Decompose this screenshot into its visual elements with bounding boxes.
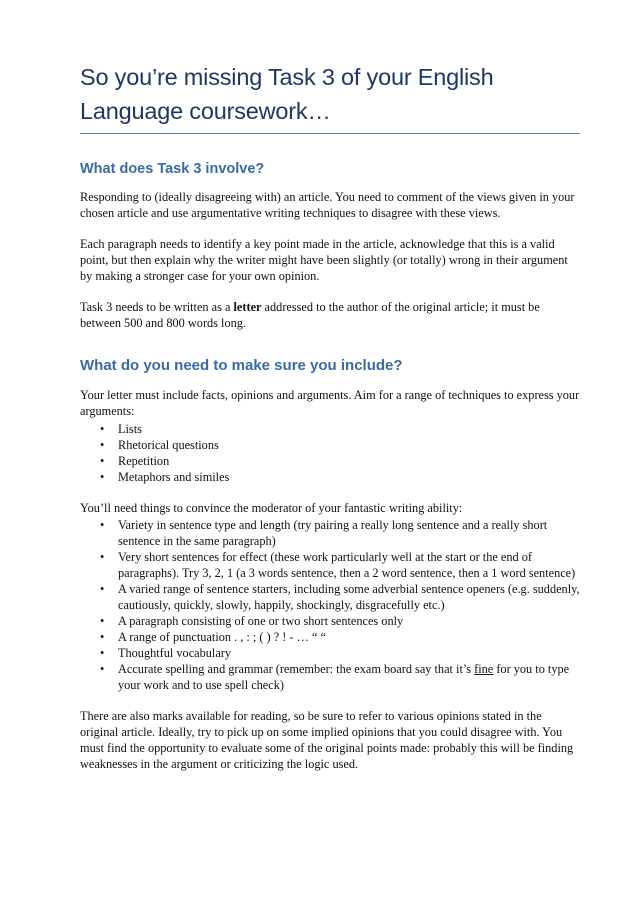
text-span: Accurate spelling and grammar (remember: the exam board say that it’s <box>118 662 475 676</box>
page-title: So you’re missing Task 3 of your English Language coursework… <box>80 64 494 124</box>
paragraph-task-overview: Responding to (ideally disagreeing with) an article. You need to comment of the views given in your chosen article and use argumentative writing techniques to disagree with these views. <box>80 190 575 220</box>
list-item: • Lists <box>118 421 580 437</box>
paragraph-letter-requirement <box>80 299 580 331</box>
list-item: • A varied range of sentence starters, including some adverbial sentence openers (e.g. suddenly, cautiously, quickly, slowly, happily, shockingly, disgracefully etc.) <box>118 581 580 613</box>
list-item: • Variety in sentence type and length (try pairing a really long sentence and a really short sentence in the same paragraph) <box>118 517 580 549</box>
list-item: • A range of punctuation . , : ; ( ) ? ! - … “ “ <box>118 629 580 645</box>
text-span: for you to type your work and to use spell check) <box>118 662 570 692</box>
text-span: addressed to the author of the original article; it must be between 500 and 800 words long. <box>80 300 540 330</box>
underlined-fine: fine <box>474 662 494 676</box>
section-heading-task3: What does Task 3 involve? <box>80 161 265 177</box>
paragraph-techniques-intro: Your letter must include facts, opinions and arguments. Aim for a range of techniques to express your arguments: <box>80 388 580 418</box>
list-item: • Thoughtful vocabulary <box>118 645 580 661</box>
paragraph-reading-marks: There are also marks available for reading, so be sure to refer to various opinions stated in the original article. Ideally, try to pick up on some implied opinions that you could disagree with. You must find the opportunity to evaluate some of the original points made: probably this will be finding weaknesses in the argument or criticizing the logic used. <box>80 709 574 771</box>
list-item <box>118 661 580 693</box>
list-item: • Rhetorical questions <box>118 437 580 453</box>
skills-list <box>80 517 580 693</box>
list-item: • Repetition <box>118 453 580 469</box>
list-item: • A paragraph consisting of one or two short sentences only <box>118 613 580 629</box>
title-rule <box>80 133 580 134</box>
paragraph-paragraph-structure: Each paragraph needs to identify a key point made in the article, acknowledge that this is a valid point, but then explain why the writer might have been slightly (or totally) wrong in their argument by making a stronger case for your own opinion. <box>80 237 568 283</box>
text-span: Task 3 needs to be written as a <box>80 300 234 314</box>
document-body <box>80 60 580 787</box>
section-heading-include: What do you need to make sure you include? <box>80 357 403 374</box>
techniques-list <box>80 421 580 485</box>
bold-letter: letter <box>233 300 262 314</box>
list-item: • Metaphors and similes <box>118 469 580 485</box>
list-item: • Very short sentences for effect (these work particularly well at the start or the end of paragraphs). Try 3, 2, 1 (a 3 words sentence, then a 2 word sentence, then a 1 word sentence) <box>118 549 580 581</box>
paragraph-moderator-intro: You’ll need things to convince the moderator of your fantastic writing ability: <box>80 501 463 515</box>
